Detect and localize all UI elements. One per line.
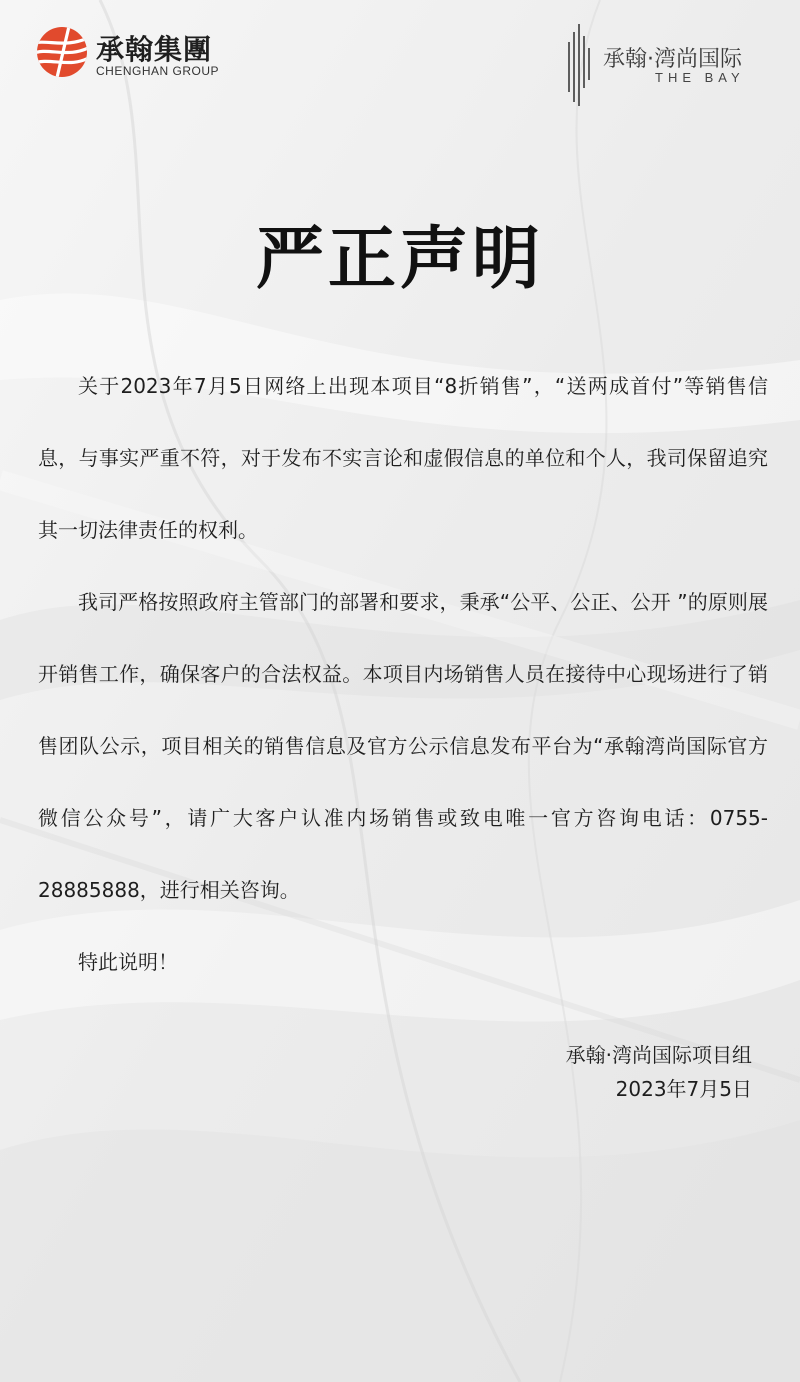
logo-name-en: CHENGHAN GROUP [96, 64, 220, 78]
paragraph: 特此说明！ [78, 950, 178, 974]
statement-body [38, 350, 768, 998]
document-title: 严正声明 [255, 219, 544, 299]
the-bay-logo-icon [565, 22, 595, 106]
logo-name-en: THE BAY [655, 70, 745, 85]
signature-org: 承翰·湾尚国际项目组 [565, 1043, 752, 1067]
logo-name-cn: 承翰·湾尚国际 [603, 47, 742, 72]
signature-block [566, 1038, 752, 1106]
chenghan-logo-icon [36, 26, 88, 78]
paragraph: 我司严格按照政府主管部门的部署和要求，秉承“公平、公正、公开 ”的原则展开销售工作，确保客户的合法权益。本项目内场销售人员在接待中心现场进行了销售团队公示，项目相关的销售信息及官方公示信息发布平台为“承翰湾尚国际官方微信公众号”，请广大客户认准内场销售或致电唯一官方咨询电话：0755-28885888，进行相关咨询。 [38, 590, 768, 902]
paragraph: 关于2023年7月5日网络上出现本项目“8折销售”，“送两成首付”等销售信息，与事实严重不符，对于发布不实言论和虚假信息的单位和个人，我司保留追究其一切法律责任的权利。 [38, 374, 768, 542]
signature-date: 2023年7月5日 [615, 1077, 752, 1101]
chenghan-group-logo [36, 26, 236, 82]
the-bay-logo [565, 22, 770, 106]
logo-name-cn: 承翰集團 [96, 33, 213, 66]
